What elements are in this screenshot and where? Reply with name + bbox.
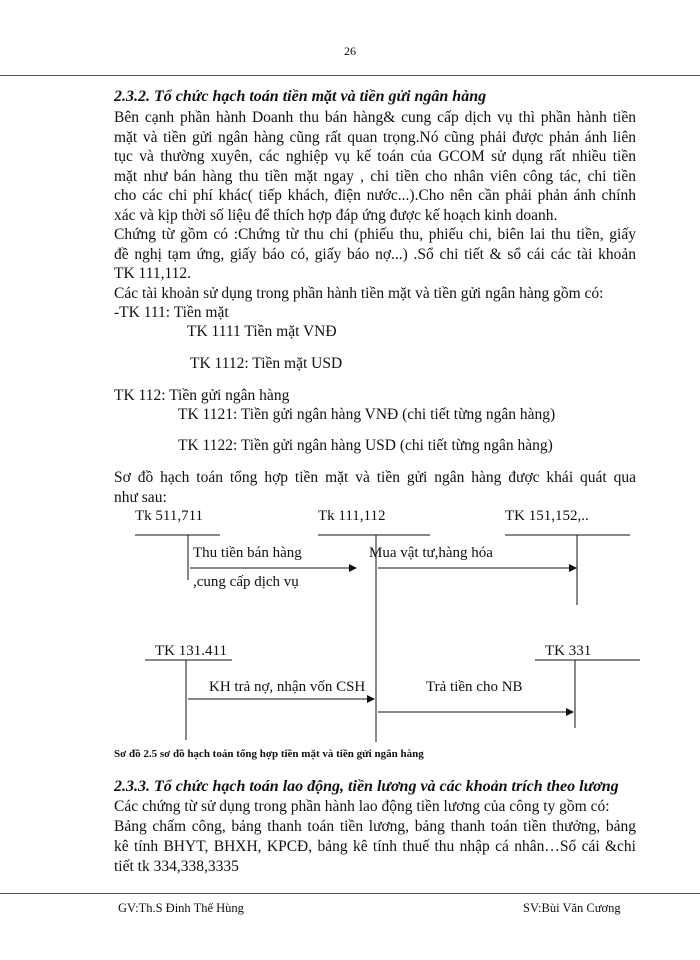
label-purchase: Mua vật tư,hàng hóa: [369, 545, 493, 561]
text-line: Bên cạnh phần hành Doanh thu bán hàng& cung cấp dịch vụ thì phần hành tiền: [114, 109, 636, 126]
account-label-111: Tk 111,112: [318, 508, 386, 524]
diagram-intro-line: như sau:: [114, 488, 167, 506]
page-number: 26: [344, 44, 356, 58]
label-sales: Thu tiền bán hàng: [193, 545, 302, 561]
label-pay: Trả tiền cho NB: [426, 679, 523, 695]
text-line: xác và kịp thời số liệu để thích hợp đáp ứng được kế hoạch kinh doanh.: [114, 206, 558, 224]
account-tk1112: TK 1112: Tiền mặt USD: [190, 355, 343, 372]
text-line: tục và thường xuyên, các nghiệp vụ kế toán của GCOM sử dụng rất nhiều tiền: [114, 148, 636, 165]
label-sales: ,cung cấp dịch vụ: [193, 574, 299, 590]
footer-right: SV:Bùi Văn Cương: [523, 901, 621, 915]
account-tk1121: TK 1121: Tiền gửi ngân hàng VNĐ (chi tiết từng ngân hàng): [178, 406, 556, 423]
label-debt: KH trả nợ, nhận vốn CSH: [209, 679, 366, 695]
account-tk1111: TK 1111 Tiền mặt VNĐ: [187, 323, 337, 340]
section-heading-2-3-3: 2.3.3. Tổ chức hạch toán lao động, tiền lương và các khoản trích theo lương: [114, 778, 619, 795]
text-line: Các chứng từ sử dụng trong phần hành lao động tiền lương của công ty gồm có:: [114, 798, 610, 815]
account-label-131: TK 131.411: [155, 643, 227, 659]
text-line: TK 111,112.: [114, 265, 192, 282]
accounts-intro: Các tài khoản sử dụng trong phần hành tiền mặt và tiền gửi ngân hàng gồm có:: [114, 284, 604, 302]
footer-left: GV:Th.S Đinh Thế Hùng: [118, 901, 244, 915]
section-heading-2-3-2: 2.3.2. Tổ chức hạch toán tiền mặt và tiền gửi ngân hàng: [114, 88, 487, 105]
text-line: đề nghị tạm ứng, giấy báo có, giấy báo nợ...) .Sổ chi tiết & sổ cái các tài khoản: [114, 245, 636, 263]
text-line: Chứng từ gồm có :Chứng từ thu chi (phiếu thu, phiếu chi, biên lai thu tiền, giấy: [114, 226, 636, 243]
account-label-331: TK 331: [545, 643, 592, 659]
text-line: kê tính BHYT, BHXH, KPCĐ, bảng kê tính thuế thu nhập cá nhân…Sổ cái &chi: [114, 838, 636, 855]
diagram-caption: Sơ đồ 2.5 sơ đồ hạch toán tổng hợp tiền mặt và tiền gửi ngân hàng: [114, 748, 424, 760]
account-tk111: -TK 111: Tiền mặt: [114, 304, 229, 321]
text-line: mặt và tiền gửi ngân hàng cũng rất quan trọng.Nó cũng phải được phản ánh liên: [114, 128, 636, 146]
account-label-511: Tk 511,711: [135, 508, 204, 524]
text-line: mặt như bán hàng thu tiền mặt ngay , chi tiền cho nhân viên công tác, chi tiền: [114, 167, 636, 185]
footer-rule: [0, 893, 700, 894]
text-line: Bảng chấm công, bảng thanh toán tiền lương, bảng thanh toán tiền thưởng, bảng: [114, 818, 636, 835]
account-tk112: TK 112: Tiền gửi ngân hàng: [114, 387, 290, 404]
diagram-intro-line: Sơ đồ hạch toán tổng hợp tiền mặt và tiền gửi ngân hàng được khái quát qua: [114, 469, 636, 486]
account-tk1122: TK 1122: Tiền gửi ngân hàng USD (chi tiết từng ngân hàng): [178, 437, 553, 454]
text-line: tiết tk 334,338,3335: [114, 858, 239, 875]
text-line: cho các chi phí khác( tiếp khách, điện nước...).Cho nên cần phải phản ánh chính: [114, 187, 636, 204]
account-label-151: TK 151,152,..: [505, 508, 589, 524]
